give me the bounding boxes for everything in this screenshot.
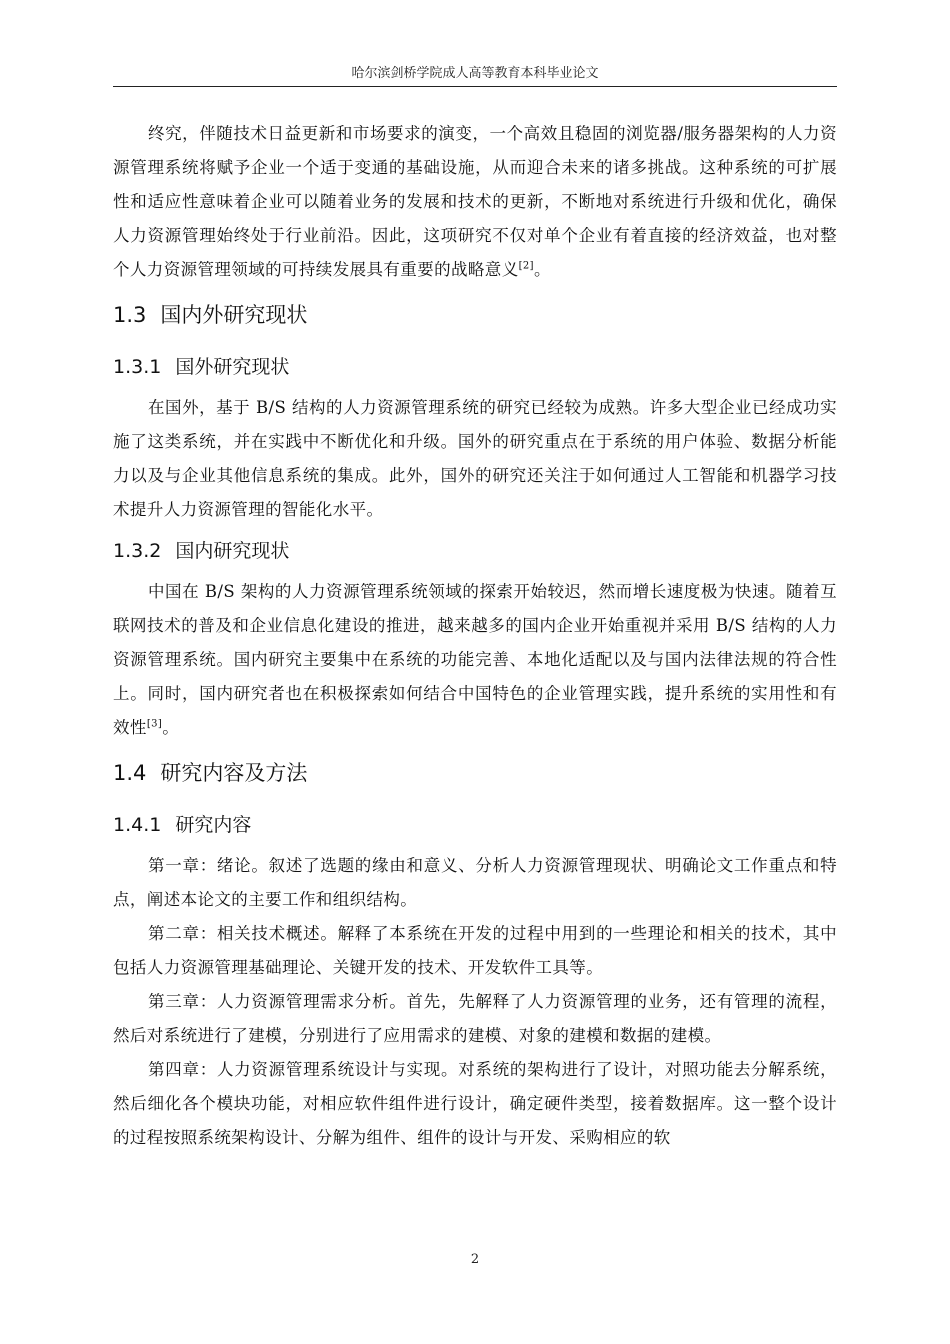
body-paragraph [113, 917, 837, 985]
paragraph-text: 终究，伴随技术日益更新和市场要求的演变，一个高效且稳固的浏览器/服务器架构的人力资源管理系统将赋予企业一个适于变通的基础设施，从而迎合未来的诸多挑战。这种系统的可扩展性和适应性意味着企业可以随着业务的发展和技术的更新，不断地对系统进行升级和优化，确保人力资源管理始终处于行业前沿。因此，这项研究不仅对单个企业有着直接的经济效益，也对整个人力资源管理领域的可持续发展具有重要的战略意义 [113, 124, 837, 279]
header-rule [113, 86, 837, 87]
body-paragraph [113, 849, 837, 917]
citation-marker: [2] [518, 260, 534, 272]
paragraph-tail: 。 [533, 260, 551, 279]
subsection-heading [113, 801, 837, 849]
body-paragraph [113, 1053, 837, 1155]
citation-marker: [3] [146, 718, 163, 730]
subsection-heading [113, 343, 837, 391]
subsection-heading [113, 527, 837, 575]
heading-number: 1.4 [113, 761, 147, 785]
heading-text: 国内研究现状 [175, 540, 290, 562]
paragraph-text: 第三章：人力资源管理需求分析。首先，先解释了人力资源管理的业务，还有管理的流程，然后对系统进行了建模，分别进行了应用需求的建模、对象的建模和数据的建模。 [113, 992, 837, 1045]
heading-number: 1.3.1 [113, 356, 162, 378]
heading-number: 1.3.2 [113, 540, 162, 562]
page-number: 2 [470, 1252, 480, 1267]
running-header: 哈尔滨剑桥学院成人高等教育本科毕业论文 [351, 66, 599, 81]
heading-text: 研究内容 [175, 814, 252, 836]
section-heading [113, 287, 837, 343]
body-paragraph [113, 985, 837, 1053]
paragraph-tail: 。 [162, 718, 180, 737]
section-heading [113, 745, 837, 801]
paragraph-text: 第二章：相关技术概述。解释了本系统在开发的过程中用到的一些理论和相关的技术，其中包括人力资源管理基础理论、关键开发的技术、开发软件工具等。 [113, 924, 837, 977]
page-body [113, 117, 837, 1155]
heading-text: 研究内容及方法 [160, 761, 308, 785]
body-paragraph [113, 575, 837, 745]
paragraph-text: 在国外，基于 B/S 结构的人力资源管理系统的研究已经较为成熟。许多大型企业已经成功实施了这类系统，并在实践中不断优化和升级。国外的研究重点在于系统的用户体验、数据分析能力以及与企业其他信息系统的集成。此外，国外的研究还关注于如何通过人工智能和机器学习技术提升人力资源管理的智能化水平。 [113, 398, 837, 519]
paragraph-text: 第一章：绪论。叙述了选题的缘由和意义、分析人力资源管理现状、明确论文工作重点和特点，阐述本论文的主要工作和组织结构。 [113, 856, 837, 909]
paragraph-text: 中国在 B/S 架构的人力资源管理系统领域的探索开始较迟，然而增长速度极为快速。随着互联网技术的普及和企业信息化建设的推进，越来越多的国内企业开始重视并采用 B/S 结构的人力资源管理系统。国内研究主要集中在系统的功能完善、本地化适配以及与国内法律法规的符合性上。同时，国内研究者也在积极探索如何结合中国特色的企业管理实践，提升系统的实用性和有效性 [113, 582, 837, 737]
heading-number: 1.3 [113, 303, 147, 327]
heading-text: 国内外研究现状 [160, 303, 308, 327]
heading-number: 1.4.1 [113, 814, 162, 836]
body-paragraph [113, 391, 837, 527]
body-paragraph [113, 117, 837, 287]
paragraph-text: 第四章：人力资源管理系统设计与实现。对系统的架构进行了设计，对照功能去分解系统，然后细化各个模块功能，对相应软件组件进行设计，确定硬件类型，接着数据库。这一整个设计的过程按照系统架构设计、分解为组件、组件的设计与开发、采购相应的软 [113, 1060, 837, 1147]
heading-text: 国外研究现状 [175, 356, 290, 378]
